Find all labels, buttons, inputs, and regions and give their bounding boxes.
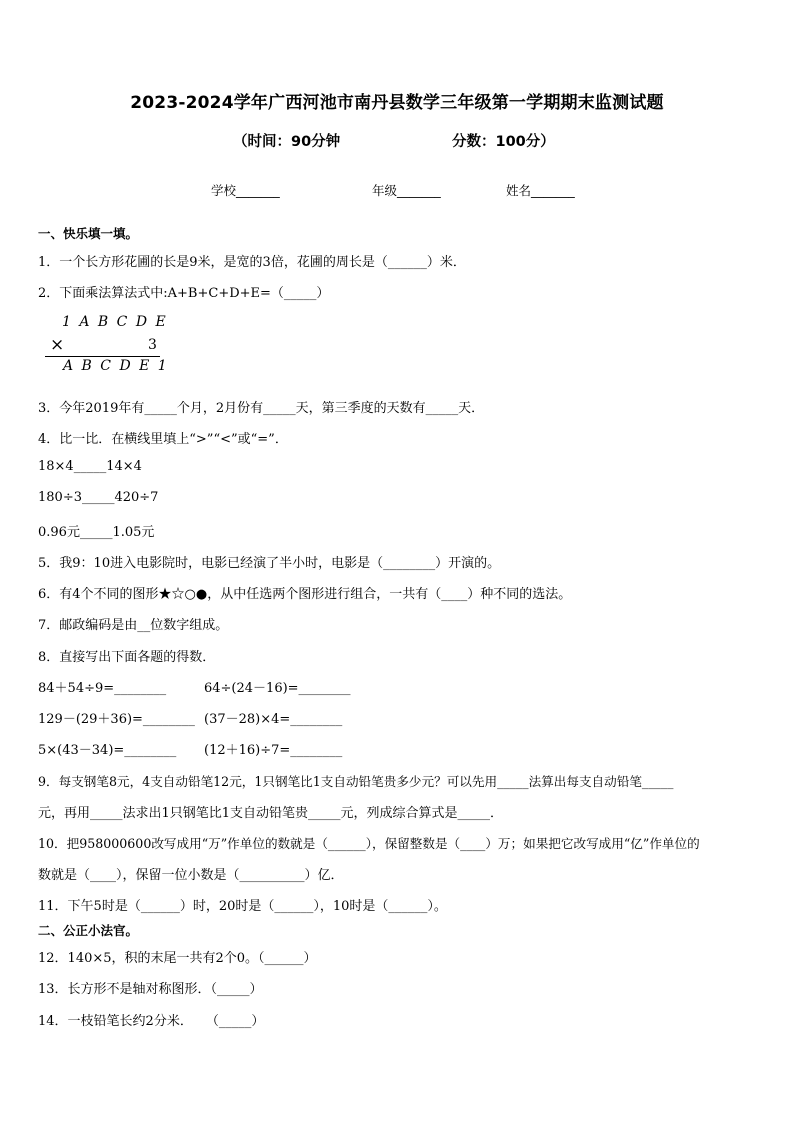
grade-field[interactable]: 年级_______ [372, 183, 441, 198]
multiplier: 3 [148, 337, 159, 353]
question-9-line-1: 9．每支钢笔8元，4支自动铅笔12元，1只钢笔比1支自动铅笔贵多少元？可以先用_____法算出每支自动铅笔_____ [38, 774, 674, 789]
multiplication-line [45, 356, 160, 357]
question-9-line-2: 元，再用_____法求出1只钢笔比1支自动铅笔贵_____元，列成综合算式是_____． [38, 806, 504, 821]
question-8: 8．直接写出下面各题的得数． [38, 650, 216, 665]
question-6: 6．有4个不同的图形★☆○●，从中任选两个图形进行组合，一共有（____）种不同的选法。 [38, 587, 572, 602]
question-8-item-e: 5×(43－34)=________ [38, 743, 177, 758]
exam-time: （时间：90分钟 [233, 134, 341, 150]
page-title: 2023-2024学年广西河池市南丹县数学三年级第一学期期末监测试题 [130, 93, 664, 113]
question-4-item-b: 180÷3_____420÷7 [38, 490, 159, 505]
question-11: 11．下午5时是（______）时，20时是（______），10时是（______）。 [38, 899, 447, 914]
multiplication-result: A B C D E 1 [63, 358, 169, 374]
question-4-item-c: 0.96元_____1.05元 [38, 525, 155, 540]
question-4: 4．比一比．在横线里填上“>”“<”或“=”． [38, 432, 288, 447]
times-symbol: × [50, 335, 65, 355]
question-8-item-a: 84＋54÷9=________ [38, 681, 167, 696]
question-3: 3．今年2019年有_____个月，2月份有_____天，第三季度的天数有_____天． [38, 401, 485, 416]
question-2: 2．下面乘法算法式中:A+B+C+D+E=（_____） [38, 286, 330, 301]
school-field[interactable]: 学校_______ [211, 183, 280, 198]
question-10-line-1: 10．把958000600改写成用“万”作单位的数就是（______），保留整数是（____）万；如果把它改写成用“亿”作单位的 [38, 836, 700, 851]
question-13: 13．长方形不是轴对称图形．（_____） [38, 982, 263, 997]
question-8-item-d: (37－28)×4=________ [204, 712, 343, 727]
question-1: 1．一个长方形花圃的长是9米，是宽的3倍，花圃的周长是（______）米． [38, 255, 466, 270]
name-field[interactable]: 姓名_______ [506, 183, 575, 198]
section-heading-1: 一、快乐填一填。 [38, 226, 139, 241]
question-8-item-c: 129－(29＋36)=________ [38, 712, 195, 727]
question-10-line-2: 数就是（____），保留一位小数是（__________）亿． [38, 868, 344, 883]
question-8-item-f: (12＋16)÷7=________ [204, 743, 343, 758]
question-12: 12．140×5，积的末尾一共有2个0。（______） [38, 951, 317, 966]
exam-score: 分数：100分） [452, 134, 555, 150]
question-7: 7．邮政编码是由__位数字组成。 [38, 618, 229, 633]
question-4-item-a: 18×4_____14×4 [38, 459, 142, 474]
question-14: 14．一枝铅笔长约2分米． （_____） [38, 1014, 265, 1029]
section-heading-2: 二、公正小法官。 [38, 923, 139, 938]
question-5: 5．我9：10进入电影院时，电影已经演了半小时，电影是（________）开演的。 [38, 556, 501, 571]
multiplication-top-row: 1 A B C D E [62, 314, 168, 330]
question-8-item-b: 64÷(24－16)=________ [204, 681, 351, 696]
